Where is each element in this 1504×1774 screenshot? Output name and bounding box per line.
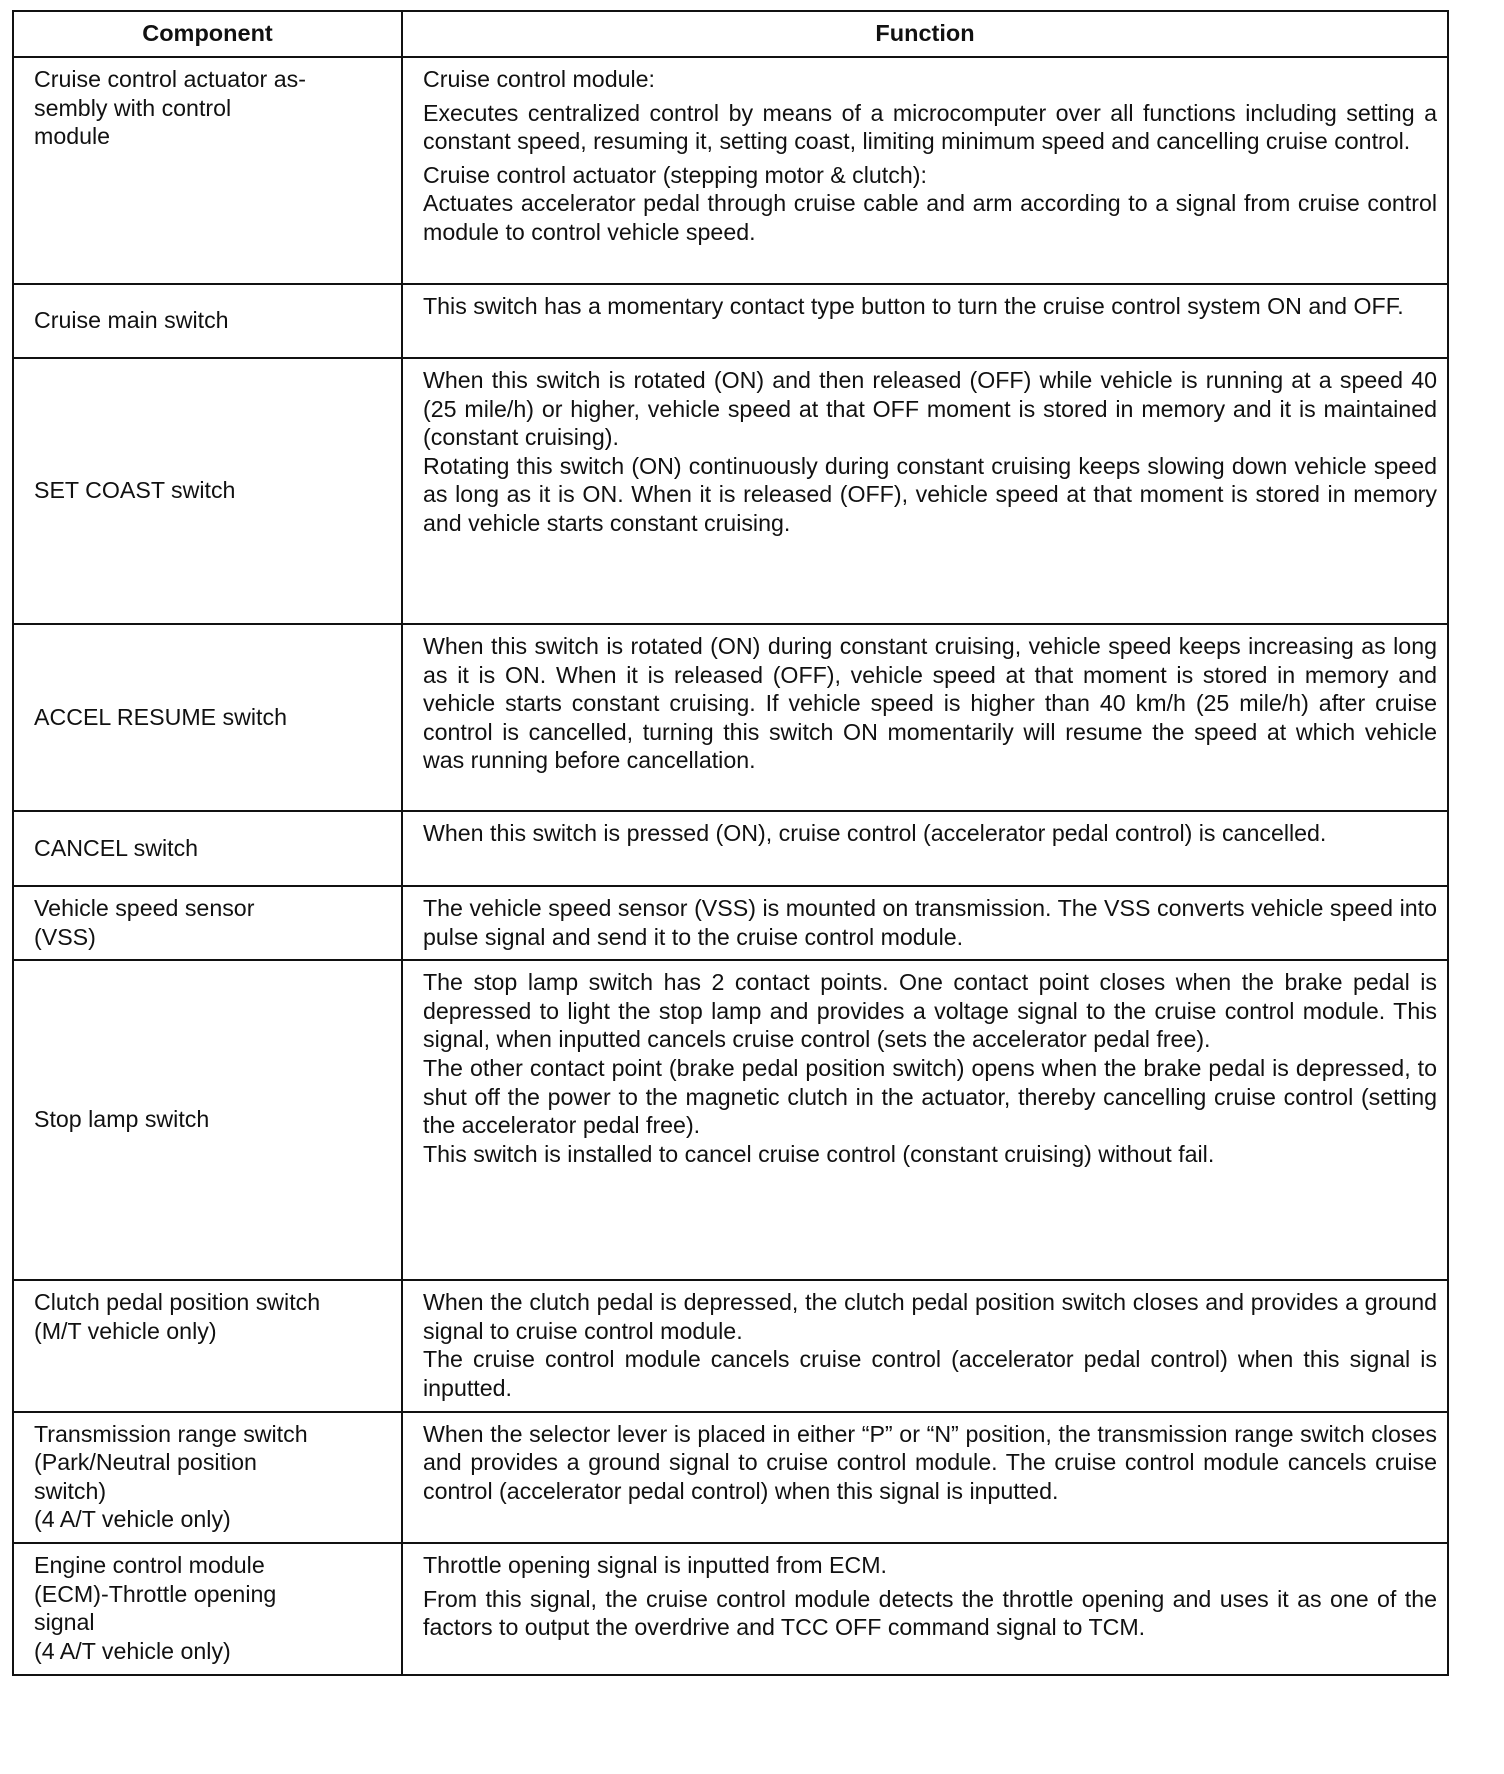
component-cell [13,1412,402,1543]
table-row [13,811,1448,886]
function-paragraph: The stop lamp switch has 2 contact points. One contact point closes when the brake pedal is depressed to light the stop lamp and provides a voltage signal to the cruise control module. This signal, when inputted cancels cruise control (sets the accelerator pedal free). [423,969,1437,1053]
function-cell [402,1280,1448,1411]
function-cell [402,358,1448,624]
component-name-line: Vehicle speed sensor [34,895,255,921]
component-name-line: (ECM)-Throttle opening [34,1580,277,1607]
table-row [13,960,1448,1280]
component-cell [13,960,402,1280]
component-name-line: signal [34,1609,95,1636]
component-name-line: (4 A/T vehicle only) [34,1637,231,1664]
function-paragraph: Executes centralized control by means of a microcomputer over all functions including setting a constant speed, resuming it, setting coast, limiting minimum speed and cancelling cruise control. [423,99,1437,155]
function-paragraph: The cruise control module cancels cruise control (accelerator pedal control) when this signal is inputted. [423,1346,1437,1401]
component-name-line: Engine control module [34,1551,265,1578]
component-cell [13,1543,402,1675]
component-cell [13,358,402,624]
component-name-line: CANCEL switch [34,834,199,861]
component-name-line: (VSS) [34,923,96,950]
function-cell [402,57,1448,284]
component-name-line: Cruise main switch [34,307,229,334]
component-function-table [12,10,1449,1676]
function-paragraph: Throttle opening signal is inputted from ECM. [423,1551,887,1578]
component-cell [13,284,402,358]
function-paragraph: Rotating this switch (ON) continuously during constant cruising keeps slowing down vehicle speed as long as it is ON. When it is released (OFF), vehicle speed at that moment is stored in memory and vehicle starts constant cruising. [423,452,1437,536]
component-name-line: Cruise control actuator as- [34,66,306,92]
table-row [13,1543,1448,1675]
column-header-component: Component [13,11,402,57]
component-cell [13,1280,402,1411]
function-paragraph: Cruise control module: [423,66,655,92]
table-row [13,1412,1448,1543]
column-header-function: Function [402,11,1448,57]
component-name-line: Transmission range switch [34,1420,308,1447]
table-row [13,284,1448,358]
function-paragraph: From this signal, the cruise control module detects the throttle opening and uses it as one of the factors to output the overdrive and TCC OFF command signal to TCM. [423,1585,1437,1641]
table-row [13,624,1448,811]
table-row [13,57,1448,284]
table-row [13,358,1448,624]
table-body [13,57,1448,1675]
function-paragraph: The vehicle speed sensor (VSS) is mounted on transmission. The VSS converts vehicle speed into pulse signal and send it to the cruise control module. [423,895,1437,950]
function-cell [402,811,1448,886]
table-row [13,1280,1448,1411]
function-cell [402,1412,1448,1543]
component-name-line: Stop lamp switch [34,1106,210,1133]
table-row [13,886,1448,960]
function-cell [402,960,1448,1280]
component-name-line: sembly with control [34,94,232,121]
function-paragraph: Cruise control actuator (stepping motor & clutch): [423,161,927,188]
function-paragraph: When this switch is pressed (ON), cruise control (accelerator pedal control) is cancelled. [423,820,1327,846]
component-cell [13,811,402,886]
component-name-line: ACCEL RESUME switch [34,703,287,730]
component-cell [13,886,402,960]
component-name-line: module [34,123,111,150]
function-paragraph: When this switch is rotated (ON) during constant cruising, vehicle speed keeps increasing as long as it is ON. When it is released (OFF), vehicle speed at that moment is stored in memory and vehicle starts constant cruising. If vehicle speed is higher than 40 km/h (25 mile/h) after cruise control is cancelled, turning this switch ON momentarily will resume the speed at which vehicle was running before cancellation. [423,633,1437,774]
component-name-line: (4 A/T vehicle only) [34,1506,231,1533]
component-name-line: Clutch pedal position switch [34,1289,321,1316]
component-name-line: SET COAST switch [34,477,236,504]
component-cell [13,624,402,811]
function-paragraph: When this switch is rotated (ON) and then released (OFF) while vehicle is running at a speed 40 (25 mile/h) or higher, vehicle speed at that OFF moment is stored in memory and it is maintained (constant cruising). [423,367,1437,451]
component-name-line: (Park/Neutral position [34,1449,257,1476]
function-paragraph: The other contact point (brake pedal position switch) opens when the brake pedal is depressed, to shut off the power to the magnetic clutch in the actuator, thereby cancelling cruise control (setting the accelerator pedal free). [423,1054,1437,1139]
function-cell [402,624,1448,811]
component-cell [13,57,402,284]
function-paragraph: This switch has a momentary contact type button to turn the cruise control system ON and OFF. [423,293,1404,319]
function-paragraph: Actuates accelerator pedal through cruise cable and arm according to a signal from cruise control module to control vehicle speed. [423,190,1437,245]
function-cell [402,284,1448,358]
component-name-line: switch) [34,1477,107,1504]
function-cell [402,886,1448,960]
function-cell [402,1543,1448,1675]
function-paragraph: When the clutch pedal is depressed, the clutch pedal position switch closes and provides a ground signal to cruise control module. [423,1289,1437,1344]
function-paragraph: When the selector lever is placed in either “P” or “N” position, the transmission range switch closes and provides a ground signal to cruise control module. The cruise control module cancels cruise control (accelerator pedal control) when this signal is inputted. [423,1420,1437,1504]
function-paragraph: This switch is installed to cancel cruise control (constant cruising) without fail. [423,1140,1215,1167]
table-header-row [13,11,1448,57]
component-name-line: (M/T vehicle only) [34,1317,217,1344]
